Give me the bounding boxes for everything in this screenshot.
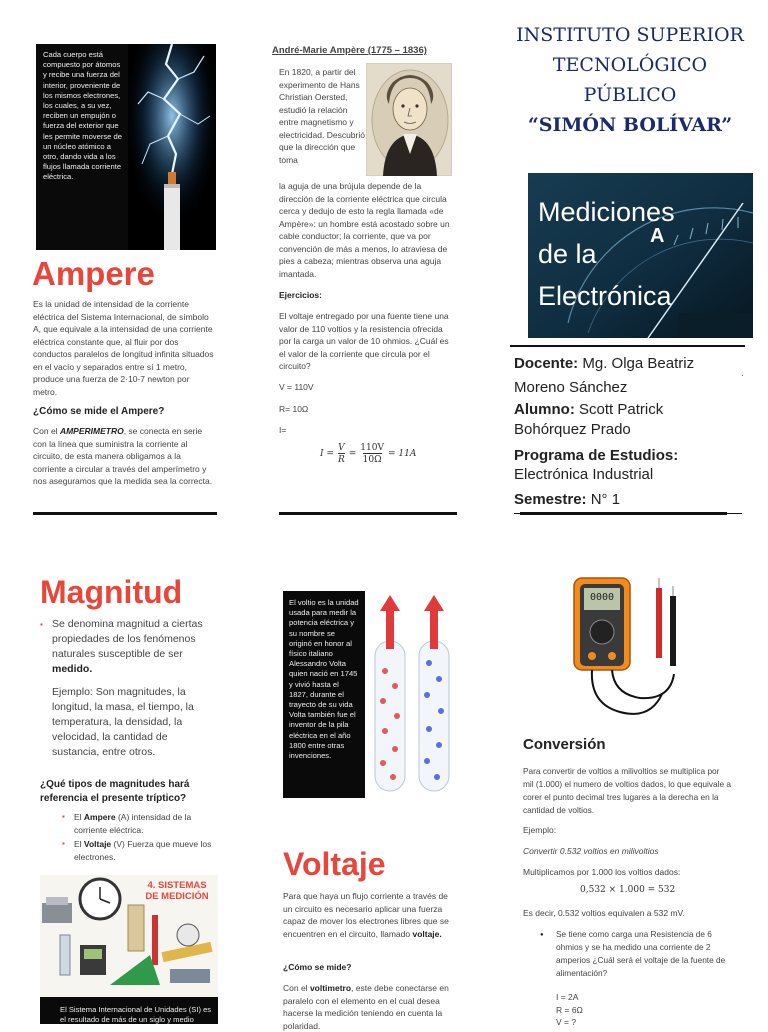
si-text: El Sistema Internacional de Unidades (SI) es el resultado de más de un siglo y medio — [60, 1005, 212, 1025]
side-mark: . — [741, 368, 744, 379]
ampere-how-heading: ¿Cómo se mide el Ampere? — [33, 406, 165, 417]
panel1-rule — [33, 512, 217, 515]
ampere-portrait — [366, 63, 452, 176]
amperimetro-term: AMPERIMETRO — [59, 426, 124, 436]
given-voltage: V = 110V — [279, 382, 314, 392]
electron-tubes-image — [367, 591, 457, 798]
ampere-bio-wide: la aguja de una brújula depende de la dirección de la corriente eléctrica que circula cerca y dedujo de esto la regla llamada «de Ampère»: un hombre está acostado sobre un cable conductor; la corriente, que va por convención de más a menos, lo atraviesa de pies a cabeza; mientras observa una aguja imantada. — [279, 181, 450, 279]
conversion-intro: Para convertir de voltios a milivoltios se multiplica por mil (1.000) el numero de voltios dados, lo que equivale a corer el punto decimal tres lugares a la derecha en la cantidad de voltios. — [523, 766, 732, 815]
panel2-rule — [279, 512, 457, 515]
conversion-example-label: Ejemplo: — [523, 825, 557, 835]
cover-underline — [510, 345, 745, 347]
volt-description: El voltio es la unidad usada para medir la potencia eléctrica y su nombre se originó en honor al físico italiano Alessandro Volta quien nació en 1745 y vivió hasta el 1827, durante el trayecto de su vida Volta también fue el inventor de la pila eléctrica en el año 1800 entre otras invenciones. — [289, 598, 359, 761]
magnitude-types-list — [62, 811, 222, 863]
intro-text: Cada cuerpo está compuesto por átomos y recibe una fuerza del interior, proveniente de los mismos electrones, los cuales, a su vez, reciben un empujón o fuerza del exterior que les permite moverse de un núcleo atómico a otro, dando vida a los flujos llamada corriente eléctrica. — [43, 50, 122, 182]
magnitud-title: Magnitud — [40, 574, 183, 610]
conversion-title: Conversión — [523, 736, 606, 753]
alumno-info: Alumno: Scott Patrick Bohórquez Prado — [514, 401, 664, 438]
measurement-systems-caption: 4. SISTEMAS DE MEDICIÓN — [145, 880, 209, 902]
given-current: I= — [279, 425, 287, 435]
docente-info: Docente: Mg. Olga Beatriz Moreno Sánchez — [514, 355, 695, 396]
measurement-tools-image — [40, 875, 218, 997]
meter-amp-label: A — [650, 225, 665, 247]
volt-text-box — [283, 591, 365, 798]
voltaje-how-heading: ¿Cómo se mide? — [283, 962, 352, 972]
ampere-definition: Es la unidad de intensidad de la corriente eléctrica del Sistema Internacional, de símbolo A, que equivale a la intensidad de una corriente eléctrica constante que, al fluir por dos conductos paralelos de longitud infinita situados en el vacío y separados entre sí 1 metro, produce una fuerza de 2·10-7 newton por metro. — [33, 299, 214, 397]
magnitud-definition-list — [40, 617, 215, 677]
exercise-resistance: R = 6Ω — [556, 1005, 583, 1015]
given-resistance: R= 10Ω — [279, 404, 309, 414]
lightning-cable-image — [128, 44, 216, 250]
voltaje-how-text: Con el voltimetro, este debe conectarse en paralelo con el elemento en el cual desea hacerse la medición teniendo en cuenta la polaridad. — [283, 983, 449, 1031]
voltaje-title: Voltaje — [283, 846, 386, 882]
exercises-heading: Ejercicios: — [279, 290, 322, 300]
intro-box — [36, 44, 216, 250]
panel3-rule-tail — [514, 513, 742, 514]
conversion-example: Convertir 0.532 voltios en milivoltios — [523, 846, 659, 856]
exercise-current: I = 2A — [556, 992, 579, 1002]
cover-image — [528, 173, 753, 338]
exercise-voltage: V = ? — [556, 1017, 577, 1027]
programa-info: Programa de Estudios: Electrónica Industrial — [514, 447, 679, 483]
cover-title: Mediciones de la Electrónica — [538, 197, 675, 311]
semestre-info: Semestre: N° 1 — [514, 491, 621, 508]
ohm-formula: I = $\frac{V}{R}$ = $\frac{110V}{10\Omega}$ = 11A — [320, 443, 417, 465]
ampere-title: Ampere — [32, 255, 155, 292]
magnitude-type-item: ▪ El Ampere (A) intensidad de la corriente eléctrica. — [62, 811, 222, 836]
voltaje-intro: Para que haya un flujo corriente a través de un circuito es necesario aplicar una fuerza capaz de mover los electrones libres que se encuentren en el circuito, llamado voltaje. — [283, 891, 449, 939]
magnitude-type-item: ▪ El Voltaje (V) Fuerza que mueve los electrones. — [62, 838, 222, 863]
exercise-text: El voltaje entregado por una fuente tiene una valor de 110 voltios y la resistencia ofrecida por la carga un valor de 10 ohmios. ¿Cuál es el valor de la corriente que circula por el circuito? — [279, 311, 449, 371]
conversion-multiply: Multiplicamos por 1.000 los voltios dados: — [523, 867, 681, 877]
conversion-exercise: ● Se tiene como carga una Resistencia de 6 ohmios y se ha medido una corriente de 2 amperios ¿Cuál será el voltaje de la fuente de alimentación? — [540, 928, 730, 980]
magnitud-example: Ejemplo: Son magnitudes, la longitud, la masa, el tiempo, la temperatura, la densidad, la velocidad, la cantidad de sustancia, entre otros. — [52, 686, 194, 758]
ampere-bio-narrow: En 1820, a partir del experimento de Hans Christian Oersted, estudió la relación entre magnetismo y electricidad. Descubrió que la dirección que toma — [279, 67, 365, 165]
conversion-result: Es decir, 0.532 voltios equivalen a 532 mV. — [523, 908, 685, 918]
multimeter-display: 0000 — [589, 592, 615, 603]
volt-section — [283, 591, 457, 798]
conversion-formula: 0,532 × 1.000 = 532 — [580, 885, 676, 895]
ampere-how-text: Con el AMPERIMETRO, se conecta en serie con la línea que suministra la corriente al circuito, de esta manera obligamos a la corriente a circular a través del amperímetro y nos aseguramos que la medida sea la correcta. — [33, 426, 213, 486]
ampere-bio-heading: André-Marie Ampère (1775 – 1836) — [272, 45, 427, 56]
magnitud-definition: ▪ Se denomina magnitud a ciertas propiedades de los fenómenos naturales susceptible de ser medido. — [40, 617, 215, 677]
magnitud-question: ¿Qué tipos de magnitudes hará referencia el presente tríptico? — [40, 779, 190, 804]
conversion-exercise-list — [540, 928, 730, 980]
si-box — [40, 997, 218, 1024]
multimeter-image — [570, 574, 685, 722]
institute-name: INSTITUTO SUPERIOR TECNOLÓGICO PÚBLICO “SIMÓN BOLÍVAR” — [516, 24, 744, 136]
